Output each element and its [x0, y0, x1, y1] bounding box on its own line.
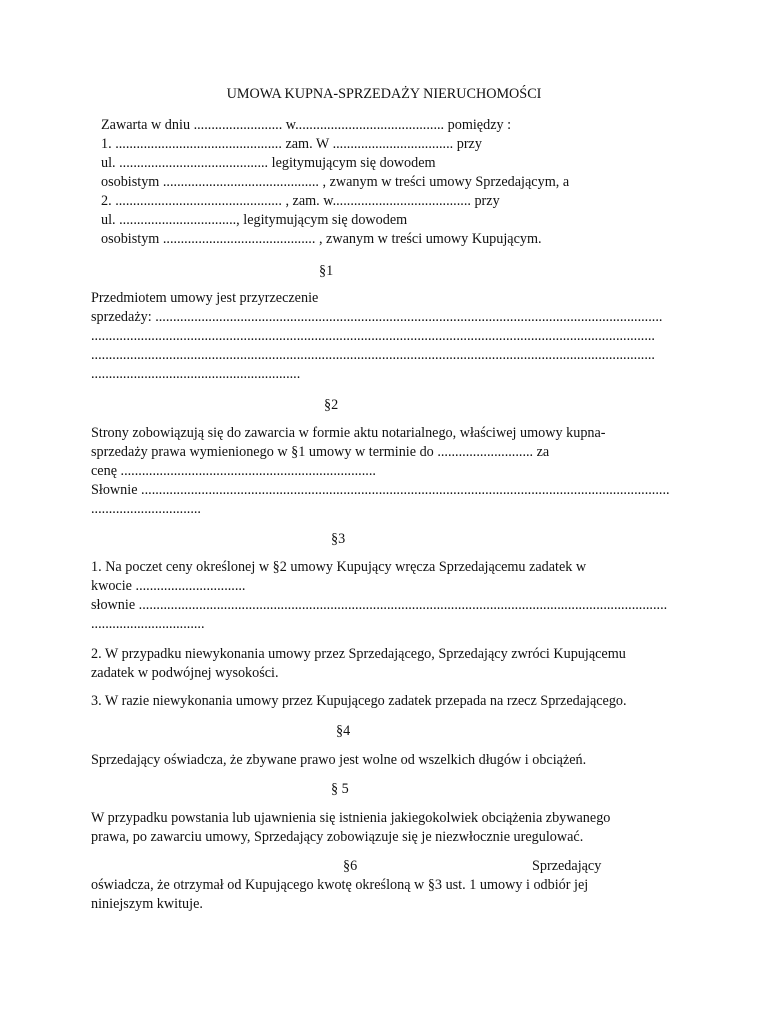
section-3-line: zadatek w podwójnej wysokości. [91, 665, 279, 681]
section-1-heading: §1 [319, 263, 334, 279]
section-3-line: 2. W przypadku niewykonania umowy przez Sprzedającego, Sprzedający zwróci Kupującemu [91, 646, 626, 662]
section-3-heading: §3 [331, 531, 346, 547]
section-6-line: oświadcza, że otrzymał od Kupującego kwotę określoną w §3 ust. 1 umowy i odbiór jej [91, 877, 589, 893]
section-2-line: Strony zobowiązują się do zawarcia w formie aktu notarialnego, właściwej umowy kupna- [91, 425, 606, 441]
section-3-line: kwocie ............................... [91, 578, 246, 594]
section-3-line: 3. W razie niewykonania umowy przez Kupującego zadatek przepada na rzecz Sprzedającego. [91, 693, 627, 709]
section-6-line: niniejszym kwituje. [91, 896, 203, 912]
section-2-line: cenę ........................................................................ [91, 463, 376, 479]
section-4-line: Sprzedający oświadcza, że zbywane prawo jest wolne od wszelkich długów i obciążeń. [91, 752, 587, 768]
intro-line: osobistym ............................................ , zwanym w treści umowy Sprzedającym, a [101, 174, 570, 190]
section-5-line: prawa, po zawarciu umowy, Sprzedający zobowiązuje się je niezwłocznie uregulować. [91, 829, 584, 845]
section-2-line: ............................... [91, 501, 201, 517]
section-3-line: ................................ [91, 616, 205, 632]
section-3-line: 1. Na poczet ceny określonej w §2 umowy Kupujący wręcza Sprzedającemu zadatek w [91, 559, 587, 575]
intro-line: Zawarta w dniu ......................... w.......................................... pomiędzy : [101, 117, 512, 133]
section-1-line: ........................................................... [91, 366, 301, 382]
document-title: UMOWA KUPNA-SPRZEDAŻY NIERUCHOMOŚCI [226, 86, 542, 102]
section-2-heading: §2 [324, 397, 339, 413]
intro-line: ul. .......................................... legitymującym się dowodem [101, 155, 436, 171]
section-2-line: Słownie ..................................................................................................................................................... [91, 482, 670, 498]
section-1-line: ............................................................................................................................................................... [91, 347, 655, 363]
section-3-line: słownie ..................................................................................................................................................... [91, 597, 668, 613]
intro-line: ul. ................................., legitymującym się dowodem [101, 212, 408, 228]
intro-line: 2. ............................................... , zam. w....................................... przy [101, 193, 500, 209]
intro-line: osobistym ........................................... , zwanym w treści umowy Kupującym. [101, 231, 542, 247]
section-5-line: W przypadku powstania lub ujawnienia się istnienia jakiegokolwiek obciążenia zbywanego [91, 810, 611, 826]
section-5-heading: § 5 [331, 781, 349, 797]
section-2-line: sprzedaży prawa wymienionego w §1 umowy w terminie do ........................... za [91, 444, 550, 460]
section-1-line: Przedmiotem umowy jest przyrzeczenie [91, 290, 319, 306]
intro-line: 1. ............................................... zam. W .................................. przy [101, 136, 482, 152]
section-1-line: ............................................................................................................................................................... [91, 328, 655, 344]
section-6-first-word: Sprzedający [532, 858, 602, 874]
section-4-heading: §4 [336, 723, 351, 739]
section-6-heading: §6 [343, 858, 358, 874]
section-1-line: sprzedaży: ............................................................................................................................................... [91, 309, 663, 325]
